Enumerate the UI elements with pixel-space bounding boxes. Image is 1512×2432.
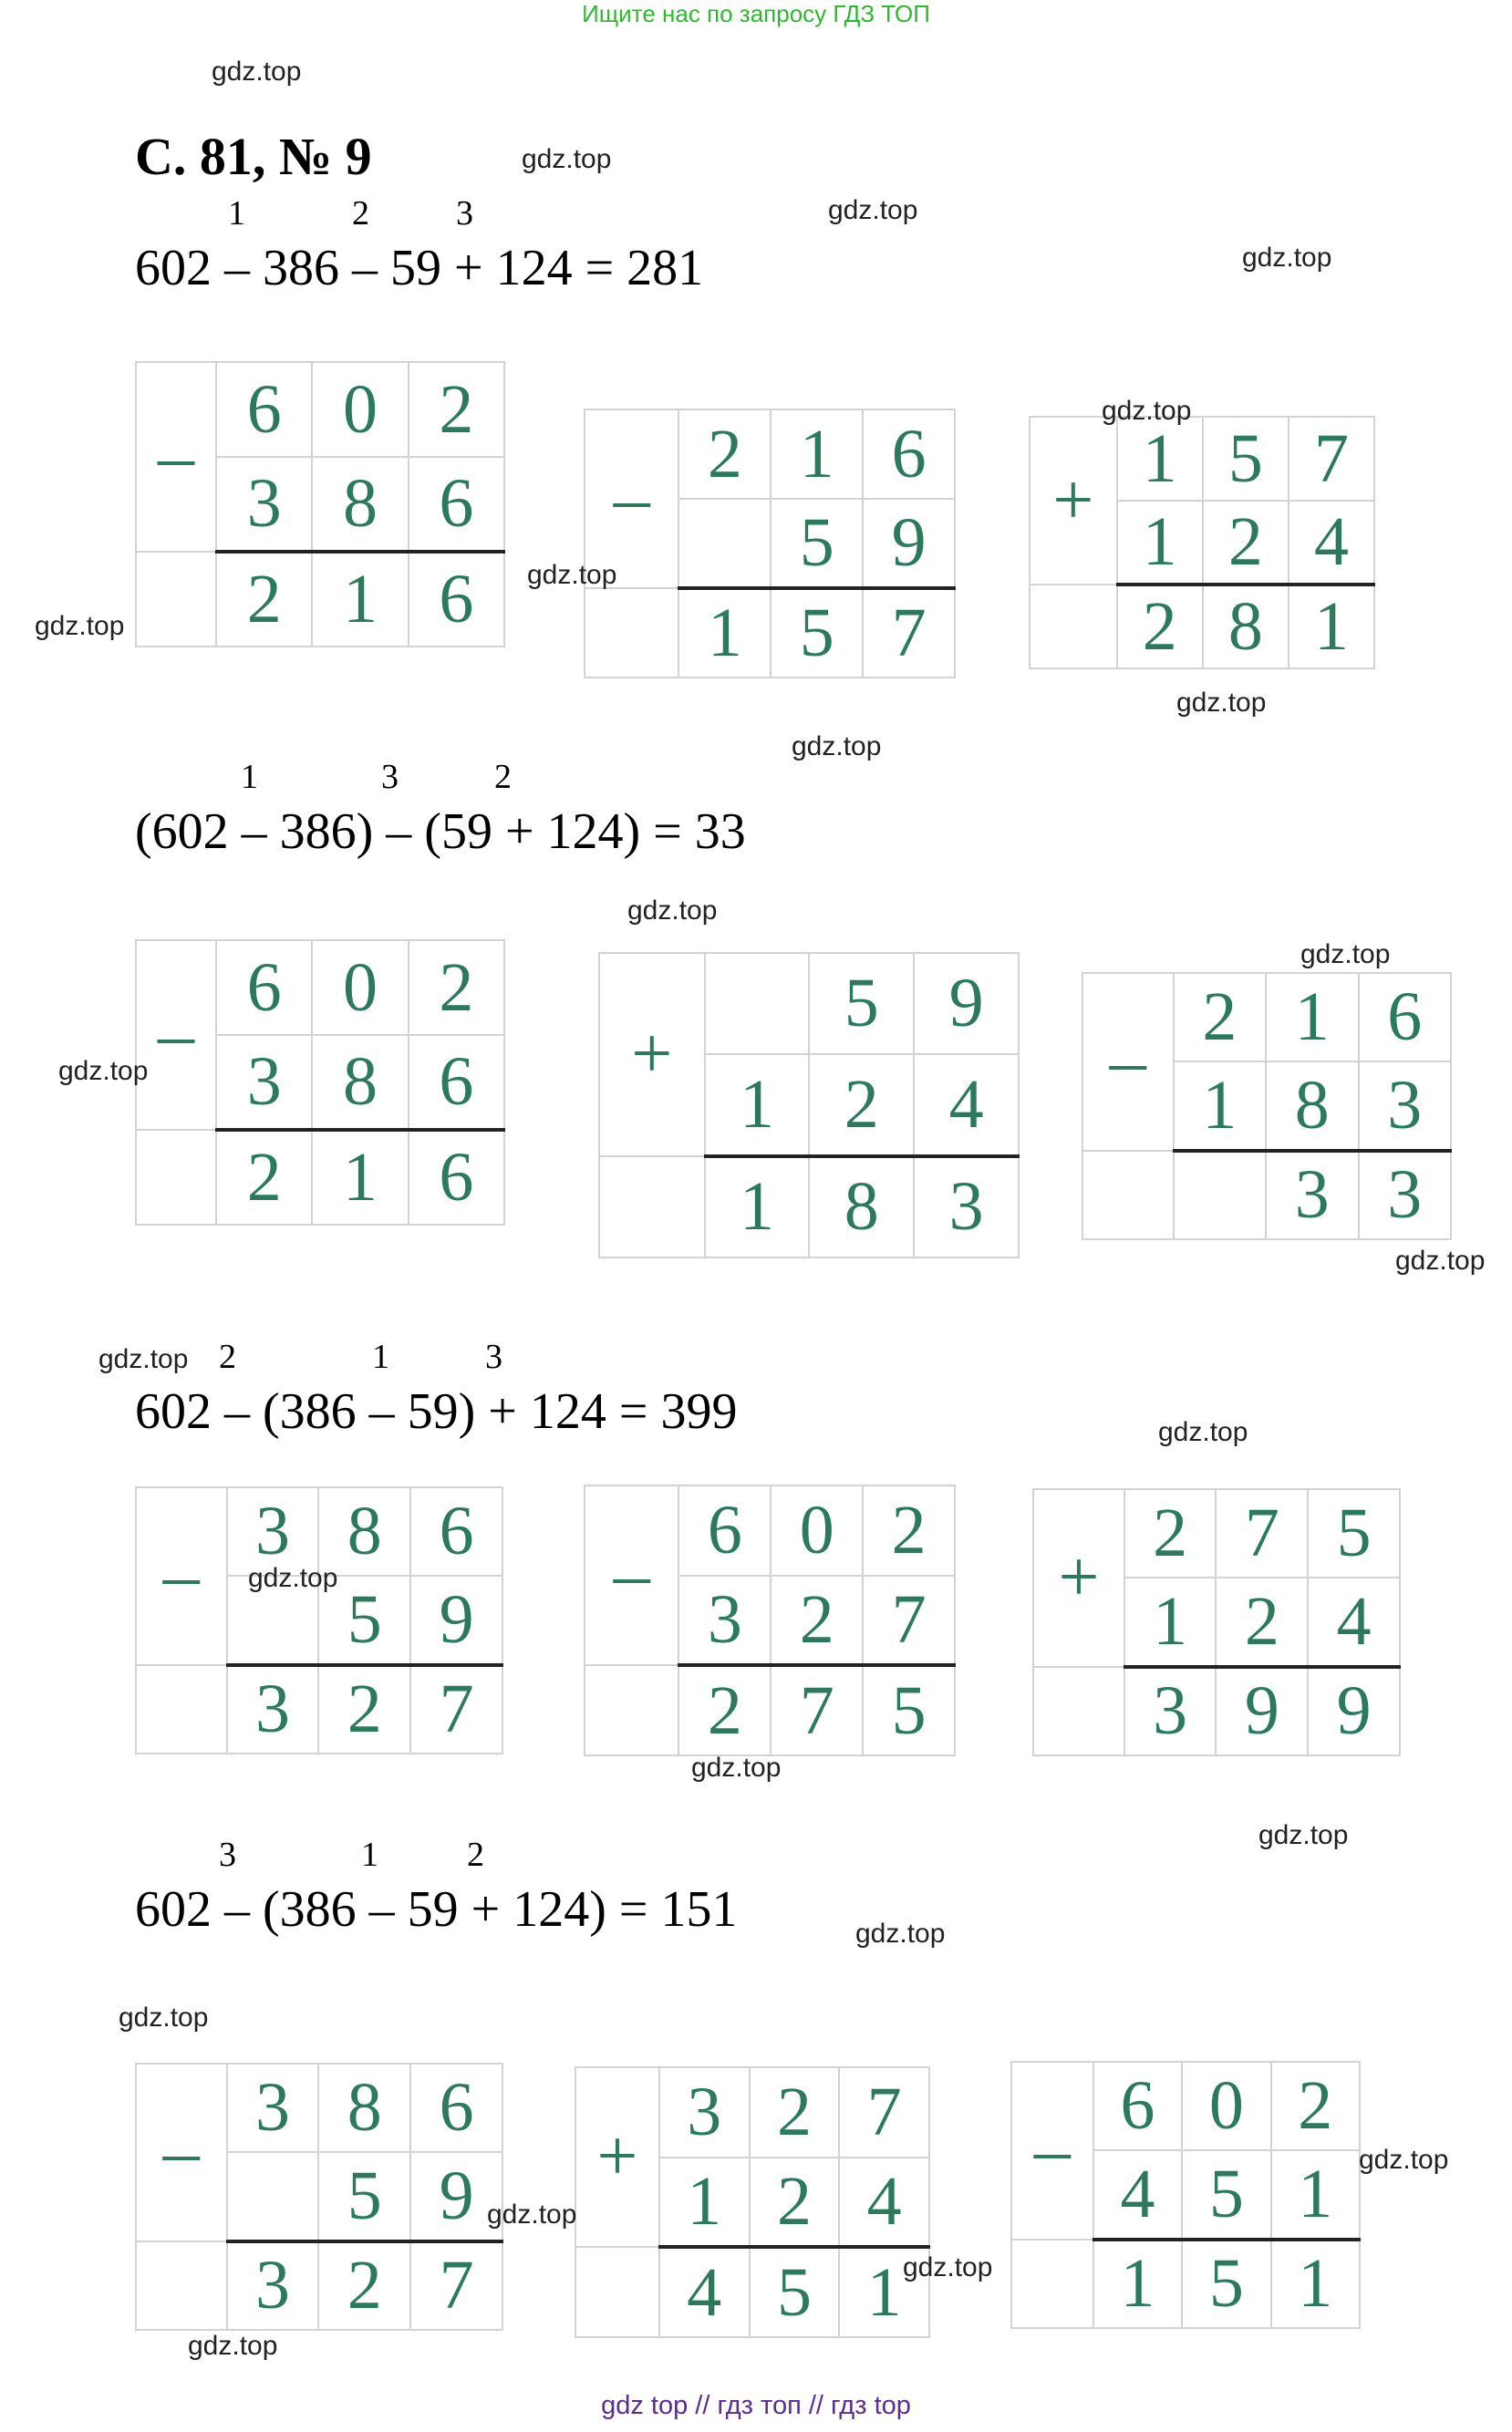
digit-cell: 6 [678, 1485, 771, 1576]
calculation-grid [584, 1485, 956, 1756]
digit-cell: 1 [1289, 585, 1374, 668]
minus-sign: – [1082, 973, 1174, 1151]
empty-cell [136, 1130, 216, 1225]
minus-sign: – [1011, 2062, 1093, 2240]
digit-cell: 1 [1174, 1061, 1266, 1150]
digit-cell: 2 [216, 1130, 312, 1225]
empty-cell [136, 1665, 227, 1754]
watermark: gdz.top [1300, 939, 1391, 969]
order-number: 3 [219, 1836, 236, 1874]
digit-cell: 3 [227, 2241, 319, 2330]
digit-cell: 4 [839, 2158, 929, 2248]
digit-cell: 3 [1124, 1667, 1217, 1755]
digit-cell: 7 [1289, 417, 1374, 501]
digit-cell: 7 [771, 1665, 863, 1755]
minus-sign: – [585, 409, 678, 588]
digit-cell: 8 [312, 1035, 408, 1130]
digit-cell: 5 [771, 499, 863, 588]
digit-cell: 7 [863, 1576, 955, 1666]
digit-cell: 3 [1359, 1061, 1451, 1150]
digit-cell: 9 [410, 1576, 502, 1664]
digit-cell: 6 [410, 1487, 502, 1576]
calculation-grid [584, 409, 956, 678]
watermark: gdz.top [98, 1344, 189, 1374]
calculation-grid [135, 1486, 503, 1754]
digit-cell: 7 [1216, 1489, 1308, 1578]
digit-cell: 1 [1124, 1578, 1217, 1666]
order-number: 1 [361, 1836, 378, 1874]
calculation-grid [135, 2063, 503, 2331]
watermark: gdz.top [1102, 396, 1192, 426]
digit-cell: 6 [409, 1130, 504, 1225]
watermark: gdz.top [35, 611, 125, 641]
watermark: gdz.top [1176, 688, 1267, 718]
digit-cell: 0 [312, 940, 408, 1035]
digit-cell: 5 [1308, 1489, 1400, 1578]
digit-cell: 3 [216, 457, 312, 552]
calculation-grid [1032, 1488, 1401, 1756]
digit-cell: 2 [809, 1054, 914, 1155]
digit-cell: 1 [705, 1054, 810, 1155]
digit-cell: 2 [771, 1576, 863, 1666]
minus-sign: – [136, 2064, 227, 2241]
digit-cell: 9 [863, 499, 955, 588]
digit-cell: 2 [216, 552, 312, 647]
digit-cell: 1 [659, 2158, 750, 2248]
digit-cell: 8 [1203, 585, 1289, 668]
digit-cell: 3 [227, 1487, 319, 1576]
expression: 602 – (386 – 59) + 124 = 399 [135, 1383, 738, 1440]
digit-cell: 4 [914, 1054, 1019, 1155]
digit-cell: 2 [750, 2067, 840, 2158]
calculation-grid [1029, 416, 1375, 669]
watermark: gdz.top [855, 1919, 946, 1949]
digit-cell: 3 [678, 1576, 771, 1666]
digit-cell: 5 [750, 2247, 840, 2337]
empty-cell [1174, 1151, 1266, 1239]
empty-cell [705, 953, 810, 1054]
digit-cell: 6 [1093, 2062, 1182, 2150]
digit-cell: 5 [1203, 417, 1289, 501]
watermark: gdz.top [522, 144, 612, 174]
digit-cell: 9 [1216, 1667, 1308, 1755]
order-number: 1 [228, 194, 245, 233]
plus-sign: + [1033, 1489, 1124, 1667]
watermark: gdz.top [248, 1563, 338, 1593]
digit-cell: 6 [1359, 973, 1451, 1061]
digit-cell: 4 [1289, 501, 1374, 585]
digit-cell: 3 [227, 2064, 319, 2152]
digit-cell: 1 [1266, 973, 1358, 1061]
digit-cell: 1 [312, 552, 408, 647]
digit-cell: 2 [1216, 1578, 1308, 1666]
digit-cell: 5 [1182, 2240, 1270, 2328]
digit-cell: 8 [318, 1487, 410, 1576]
calculation-grid [135, 939, 505, 1226]
digit-cell: 1 [839, 2247, 929, 2337]
order-number: 3 [381, 758, 399, 796]
digit-cell: 2 [318, 2241, 410, 2330]
watermark: gdz.top [903, 2252, 993, 2282]
digit-cell: 7 [410, 2241, 502, 2330]
digit-cell: 6 [409, 1035, 504, 1130]
plus-sign: + [575, 2067, 659, 2247]
footer-links[interactable]: gdz top // гдз топ // гдз top [601, 2391, 911, 2420]
digit-cell: 3 [914, 1156, 1019, 1257]
digit-cell: 7 [410, 1665, 502, 1754]
digit-cell: 1 [1117, 417, 1203, 501]
digit-cell: 2 [1203, 501, 1289, 585]
digit-cell: 5 [771, 588, 863, 678]
digit-cell: 1 [312, 1130, 408, 1225]
digit-cell: 9 [914, 953, 1019, 1054]
expression: 602 – 386 – 59 + 124 = 281 [135, 240, 704, 296]
digit-cell: 5 [318, 1576, 410, 1664]
digit-cell: 0 [312, 362, 408, 457]
digit-cell: 1 [1117, 501, 1203, 585]
empty-cell [1030, 585, 1117, 668]
digit-cell: 9 [410, 2152, 502, 2241]
digit-cell: 3 [1359, 1151, 1451, 1239]
digit-cell: 1 [1271, 2150, 1360, 2239]
digit-cell: 4 [659, 2247, 750, 2337]
watermark: gdz.top [627, 895, 718, 926]
calculation-grid [1082, 972, 1452, 1240]
digit-cell: 6 [216, 362, 312, 457]
digit-cell: 8 [312, 457, 408, 552]
digit-cell: 9 [1308, 1667, 1400, 1755]
digit-cell: 0 [1182, 2062, 1270, 2150]
digit-cell: 6 [409, 457, 504, 552]
digit-cell: 1 [678, 588, 771, 678]
digit-cell: 0 [771, 1485, 863, 1576]
minus-sign: – [136, 940, 216, 1130]
digit-cell: 2 [409, 362, 504, 457]
digit-cell: 3 [1266, 1151, 1358, 1239]
digit-cell: 6 [863, 409, 955, 499]
digit-cell: 3 [216, 1035, 312, 1130]
digit-cell: 8 [809, 1156, 914, 1257]
watermark: gdz.top [212, 57, 302, 87]
watermark: gdz.top [527, 560, 617, 590]
digit-cell: 1 [705, 1156, 810, 1257]
digit-cell: 5 [863, 1665, 955, 1755]
digit-cell: 5 [1182, 2150, 1270, 2239]
digit-cell: 7 [863, 588, 955, 678]
digit-cell: 2 [1124, 1489, 1217, 1578]
empty-cell [585, 588, 678, 678]
watermark: gdz.top [188, 2331, 278, 2361]
calculation-grid [575, 2066, 930, 2338]
watermark: gdz.top [58, 1056, 149, 1086]
empty-cell [227, 2152, 319, 2241]
watermark: gdz.top [792, 731, 882, 761]
watermark: gdz.top [119, 2003, 209, 2033]
watermark: gdz.top [487, 2199, 577, 2230]
digit-cell: 2 [318, 1665, 410, 1754]
minus-sign: – [585, 1485, 678, 1665]
watermark: gdz.top [1359, 2145, 1449, 2175]
order-number: 1 [372, 1338, 389, 1376]
order-number: 2 [219, 1338, 236, 1376]
digit-cell: 1 [1271, 2240, 1360, 2328]
empty-cell [599, 1156, 705, 1257]
calculation-grid [598, 952, 1020, 1258]
digit-cell: 1 [771, 409, 863, 499]
digit-cell: 2 [678, 1665, 771, 1755]
watermark: gdz.top [691, 1753, 782, 1783]
digit-cell: 6 [409, 552, 504, 647]
digit-cell: 7 [839, 2067, 929, 2158]
order-number: 2 [494, 758, 512, 796]
digit-cell: 2 [750, 2158, 840, 2248]
digit-cell: 2 [1174, 973, 1266, 1061]
digit-cell: 1 [1093, 2240, 1182, 2328]
digit-cell: 2 [1271, 2062, 1360, 2150]
digit-cell: 4 [1308, 1578, 1400, 1666]
calculation-grid [1010, 2061, 1361, 2329]
order-number: 1 [241, 758, 258, 796]
digit-cell: 6 [216, 940, 312, 1035]
digit-cell: 2 [409, 940, 504, 1035]
digit-cell: 8 [318, 2064, 410, 2152]
empty-cell [1011, 2240, 1093, 2328]
calculation-grid [135, 361, 505, 647]
digit-cell: 2 [678, 409, 771, 499]
plus-sign: + [599, 953, 705, 1156]
digit-cell: 2 [863, 1485, 955, 1576]
digit-cell: 3 [227, 1665, 319, 1754]
page-title: С. 81, № 9 [135, 127, 372, 186]
digit-cell: 6 [410, 2064, 502, 2152]
empty-cell [136, 552, 216, 647]
empty-cell [585, 1665, 678, 1755]
expression: (602 – 386) – (59 + 124) = 33 [135, 803, 746, 860]
order-number: 2 [352, 194, 369, 233]
top-banner[interactable]: Ищите нас по запросу ГДЗ ТОП [582, 0, 930, 27]
plus-sign: + [1030, 417, 1117, 585]
order-number: 3 [456, 194, 473, 233]
empty-cell [1033, 1667, 1124, 1755]
empty-cell [678, 499, 771, 588]
watermark: gdz.top [828, 195, 918, 225]
watermark: gdz.top [1242, 243, 1332, 273]
minus-sign: – [136, 362, 216, 552]
empty-cell [1082, 1151, 1174, 1239]
order-number: 3 [485, 1338, 502, 1376]
digit-cell: 8 [1266, 1061, 1358, 1150]
watermark: gdz.top [1158, 1417, 1248, 1447]
order-number: 2 [467, 1836, 484, 1874]
digit-cell: 4 [1093, 2150, 1182, 2239]
minus-sign: – [136, 1487, 227, 1665]
watermark: gdz.top [1258, 1820, 1349, 1850]
digit-cell: 3 [659, 2067, 750, 2158]
empty-cell [136, 2241, 227, 2330]
expression: 602 – (386 – 59 + 124) = 151 [135, 1881, 738, 1938]
digit-cell: 5 [318, 2152, 410, 2241]
empty-cell [575, 2247, 659, 2337]
watermark: gdz.top [1395, 1246, 1486, 1276]
digit-cell: 5 [809, 953, 914, 1054]
digit-cell: 2 [1117, 585, 1203, 668]
